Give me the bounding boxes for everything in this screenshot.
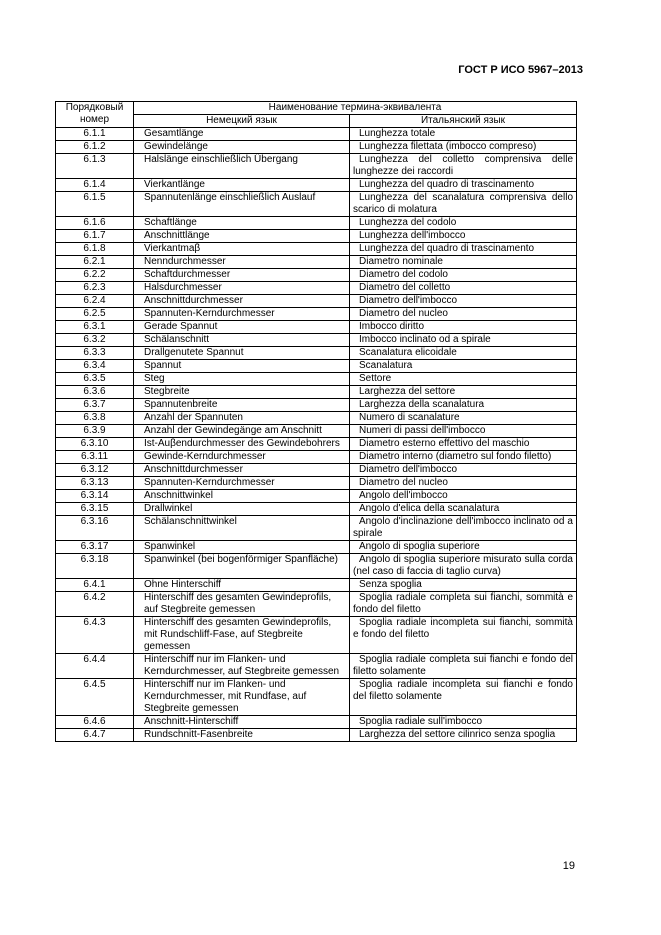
term-italian-cell <box>350 256 577 269</box>
term-german: Drallgenutete Spannut <box>134 347 350 360</box>
term-number: 6.3.17 <box>56 541 134 554</box>
term-german: Spannuten-Kerndurchmesser <box>134 477 350 490</box>
term-german: Schälanschnittwinkel <box>134 516 350 541</box>
table-row <box>56 425 577 438</box>
term-german: Anschnittdurchmesser <box>134 295 350 308</box>
term-italian: Lunghezza del quadro di trascinamento <box>359 243 535 254</box>
term-german: Ist-Auβendurchmesser des Gewindebohrers <box>134 438 350 451</box>
term-italian-cell <box>350 386 577 399</box>
term-number: 6.4.7 <box>56 729 134 742</box>
term-number: 6.3.13 <box>56 477 134 490</box>
term-italian-cell <box>350 617 577 654</box>
term-number: 6.3.3 <box>56 347 134 360</box>
term-italian-cell <box>350 373 577 386</box>
term-italian: Larghezza del settore <box>359 386 456 397</box>
table-row <box>56 269 577 282</box>
term-italian: Lunghezza del codolo <box>359 217 457 228</box>
col-number-header: Порядковый номер <box>56 102 134 128</box>
term-italian: Angolo di spoglia superiore <box>359 541 480 552</box>
term-german: Gerade Spannut <box>134 321 350 334</box>
term-italian: Angolo dell'imbocco <box>359 490 448 501</box>
table-row <box>56 386 577 399</box>
term-italian-cell <box>350 321 577 334</box>
term-italian-cell <box>350 490 577 503</box>
term-number: 6.1.1 <box>56 128 134 141</box>
term-italian: Diametro interno (diametro sul fondo filetto) <box>359 451 552 462</box>
term-number: 6.3.16 <box>56 516 134 541</box>
table-row <box>56 716 577 729</box>
term-german: Schaftdurchmesser <box>134 269 350 282</box>
table-row <box>56 679 577 716</box>
term-german: Gewindelänge <box>134 141 350 154</box>
term-italian-cell <box>350 295 577 308</box>
term-italian-cell <box>350 579 577 592</box>
table-row <box>56 477 577 490</box>
table-row <box>56 412 577 425</box>
term-italian: Larghezza della scanalatura <box>359 399 485 410</box>
document-standard-header: ГОСТ Р ИСО 5967–2013 <box>458 64 583 76</box>
term-german: Vierkantlänge <box>134 179 350 192</box>
term-italian-cell <box>350 679 577 716</box>
term-german: Gewinde-Kerndurchmesser <box>134 451 350 464</box>
table-row <box>56 464 577 477</box>
table-row <box>56 321 577 334</box>
term-italian: Scanalatura elicoidale <box>359 347 457 358</box>
term-number: 6.1.2 <box>56 141 134 154</box>
term-german: Nenndurchmesser <box>134 256 350 269</box>
term-german: Spanwinkel <box>134 541 350 554</box>
term-italian: Angolo d'elica della scanalatura <box>359 503 500 514</box>
term-italian-cell <box>350 282 577 295</box>
term-german: Gesamtlänge <box>134 128 350 141</box>
table-row <box>56 729 577 742</box>
term-italian: Spoglia radiale incompleta sui fianchi e fondo del filetto solamente <box>353 679 573 702</box>
term-number: 6.3.4 <box>56 360 134 373</box>
term-italian-cell <box>350 451 577 464</box>
term-italian: Diametro del nucleo <box>359 308 448 319</box>
table-row <box>56 308 577 321</box>
term-german: Spannutenlänge einschließlich Auslauf <box>134 192 350 217</box>
term-italian: Diametro esterno effettivo del maschio <box>359 438 530 449</box>
term-italian-cell <box>350 716 577 729</box>
term-german: Rundschnitt-Fasenbreite <box>134 729 350 742</box>
term-italian: Imbocco inclinato od a spirale <box>359 334 491 345</box>
table-row <box>56 554 577 579</box>
term-italian-cell <box>350 516 577 541</box>
term-italian-cell <box>350 592 577 617</box>
col-de-header: Немецкий язык <box>134 115 350 128</box>
table-row <box>56 243 577 256</box>
term-german: Schälanschnitt <box>134 334 350 347</box>
term-number: 6.3.14 <box>56 490 134 503</box>
term-number: 6.4.4 <box>56 654 134 679</box>
table-row <box>56 654 577 679</box>
term-german: Ohne Hinterschiff <box>134 579 350 592</box>
table-row <box>56 347 577 360</box>
table-row <box>56 541 577 554</box>
term-german: Spannuten-Kerndurchmesser <box>134 308 350 321</box>
term-number: 6.2.2 <box>56 269 134 282</box>
term-german: Steg <box>134 373 350 386</box>
term-italian: Angolo di spoglia superiore misurato sulla corda (nel caso di faccia di taglio curva) <box>353 554 573 577</box>
term-italian-cell <box>350 729 577 742</box>
term-german: Halslänge einschließlich Übergang <box>134 154 350 179</box>
term-german: Drallwinkel <box>134 503 350 516</box>
term-italian-cell <box>350 308 577 321</box>
term-german: Anschnitt-Hinterschiff <box>134 716 350 729</box>
term-number: 6.3.2 <box>56 334 134 347</box>
term-number: 6.1.8 <box>56 243 134 256</box>
term-number: 6.2.1 <box>56 256 134 269</box>
table-row <box>56 490 577 503</box>
term-italian-cell <box>350 412 577 425</box>
term-german: Anschnittwinkel <box>134 490 350 503</box>
table-row <box>56 360 577 373</box>
table-row <box>56 334 577 347</box>
term-german: Stegbreite <box>134 386 350 399</box>
term-italian-cell <box>350 269 577 282</box>
term-number: 6.4.2 <box>56 592 134 617</box>
term-italian-cell <box>350 154 577 179</box>
table-row <box>56 592 577 617</box>
term-number: 6.3.11 <box>56 451 134 464</box>
term-italian-cell <box>350 438 577 451</box>
col-it-header: Итальянский язык <box>350 115 577 128</box>
term-german: Hinterschiff nur im Flanken- und Kerndurchmesser, mit Rundfase, auf Stegbreite gemessen <box>134 679 350 716</box>
term-number: 6.3.12 <box>56 464 134 477</box>
term-number: 6.3.9 <box>56 425 134 438</box>
term-number: 6.1.4 <box>56 179 134 192</box>
table-row <box>56 256 577 269</box>
term-number: 6.1.7 <box>56 230 134 243</box>
term-number: 6.4.5 <box>56 679 134 716</box>
term-german: Spannutenbreite <box>134 399 350 412</box>
term-italian-cell <box>350 477 577 490</box>
table-row <box>56 282 577 295</box>
term-italian: Diametro nominale <box>359 256 443 267</box>
term-number: 6.3.7 <box>56 399 134 412</box>
term-italian-cell <box>350 128 577 141</box>
term-italian-cell <box>350 464 577 477</box>
term-number: 6.3.1 <box>56 321 134 334</box>
term-german: Vierkantmaβ <box>134 243 350 256</box>
term-italian: Spoglia radiale completa sui fianchi e fondo del filetto solamente <box>353 654 573 677</box>
term-german: Spannut <box>134 360 350 373</box>
term-italian-cell <box>350 399 577 412</box>
term-italian-cell <box>350 503 577 516</box>
term-number: 6.3.5 <box>56 373 134 386</box>
term-italian-cell <box>350 179 577 192</box>
table-body <box>56 128 577 742</box>
term-italian: Spoglia radiale completa sui fianchi, sommità e fondo del filetto <box>353 592 573 615</box>
table-row <box>56 617 577 654</box>
term-german: Halsdurchmesser <box>134 282 350 295</box>
term-italian: Spoglia radiale sull'imbocco <box>359 716 483 727</box>
term-italian-cell <box>350 334 577 347</box>
term-italian-cell <box>350 243 577 256</box>
term-italian: Diametro dell'imbocco <box>359 295 458 306</box>
term-italian: Lunghezza del colletto comprensiva delle lunghezze dei raccordi <box>353 154 573 177</box>
term-german: Spanwinkel (bei bogenförmiger Spanfläche) <box>134 554 350 579</box>
table-row <box>56 438 577 451</box>
term-italian: Settore <box>359 373 392 384</box>
table-row <box>56 154 577 179</box>
term-italian: Spoglia radiale incompleta sui fianchi, sommità e fondo del filetto <box>353 617 573 640</box>
table-row <box>56 373 577 386</box>
term-italian: Lunghezza dell'imbocco <box>359 230 466 241</box>
terms-table <box>55 101 577 742</box>
term-german: Hinterschiff des gesamten Gewindeprofils, mit Rundschliff-Fase, auf Stegbreite gemessen <box>134 617 350 654</box>
table-row <box>56 451 577 464</box>
term-italian-cell <box>350 230 577 243</box>
term-italian-cell <box>350 425 577 438</box>
term-number: 6.2.5 <box>56 308 134 321</box>
term-number: 6.3.10 <box>56 438 134 451</box>
term-number: 6.4.6 <box>56 716 134 729</box>
term-italian: Angolo d'inclinazione dell'imbocco inclinato od a spirale <box>353 516 573 539</box>
term-italian: Lunghezza del scanalatura comprensiva dello scarico di molatura <box>353 192 573 215</box>
term-italian-cell <box>350 654 577 679</box>
term-number: 6.4.1 <box>56 579 134 592</box>
term-italian: Diametro del codolo <box>359 269 448 280</box>
table-row <box>56 295 577 308</box>
term-number: 6.2.3 <box>56 282 134 295</box>
term-italian-cell <box>350 192 577 217</box>
term-italian: Diametro dell'imbocco <box>359 464 458 475</box>
term-italian: Diametro del colletto <box>359 282 451 293</box>
term-german: Hinterschiff des gesamten Gewindeprofils, auf Stegbreite gemessen <box>134 592 350 617</box>
term-italian: Senza spoglia <box>359 579 422 590</box>
term-italian: Imbocco diritto <box>359 321 425 332</box>
table-row <box>56 399 577 412</box>
term-italian-cell <box>350 347 577 360</box>
table-row <box>56 230 577 243</box>
term-italian: Numeri di passi dell'imbocco <box>359 425 486 436</box>
table-row <box>56 192 577 217</box>
term-number: 6.2.4 <box>56 295 134 308</box>
term-number: 6.3.8 <box>56 412 134 425</box>
group-header: Наименование термина-эквивалента <box>134 102 577 115</box>
term-number: 6.1.5 <box>56 192 134 217</box>
term-number: 6.3.18 <box>56 554 134 579</box>
term-italian-cell <box>350 541 577 554</box>
term-number: 6.3.6 <box>56 386 134 399</box>
term-number: 6.1.6 <box>56 217 134 230</box>
term-italian: Lunghezza filettata (imbocco compreso) <box>359 141 537 152</box>
page-number: 19 <box>562 860 575 872</box>
table-row <box>56 128 577 141</box>
term-german: Hinterschiff nur im Flanken- und Kerndurchmesser, auf Stegbreite gemessen <box>134 654 350 679</box>
table-row <box>56 516 577 541</box>
term-number: 6.1.3 <box>56 154 134 179</box>
table-row <box>56 503 577 516</box>
term-italian: Lunghezza del quadro di trascinamento <box>359 179 535 190</box>
term-number: 6.4.3 <box>56 617 134 654</box>
term-italian: Diametro del nucleo <box>359 477 448 488</box>
term-italian-cell <box>350 217 577 230</box>
term-italian-cell <box>350 360 577 373</box>
table-row <box>56 579 577 592</box>
table-row <box>56 141 577 154</box>
term-italian: Lunghezza totale <box>359 128 436 139</box>
term-italian: Numero di scanalature <box>359 412 460 423</box>
term-italian-cell <box>350 141 577 154</box>
term-italian: Larghezza del settore cilinrico senza spoglia <box>359 729 556 740</box>
table-row <box>56 217 577 230</box>
term-german: Anzahl der Gewindegänge am Anschnitt <box>134 425 350 438</box>
term-italian: Scanalatura <box>359 360 413 371</box>
term-german: Anschnittlänge <box>134 230 350 243</box>
term-german: Anschnittdurchmesser <box>134 464 350 477</box>
term-german: Schaftlänge <box>134 217 350 230</box>
term-german: Anzahl der Spannuten <box>134 412 350 425</box>
table-row <box>56 179 577 192</box>
term-italian-cell <box>350 554 577 579</box>
term-number: 6.3.15 <box>56 503 134 516</box>
